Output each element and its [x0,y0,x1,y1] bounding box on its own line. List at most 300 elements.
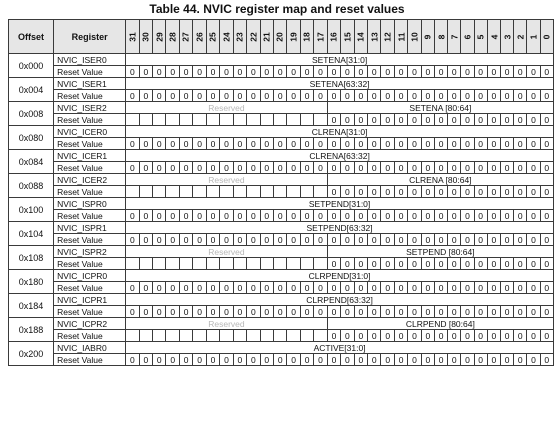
reset-bit: 0 [260,138,273,150]
reset-bit: 0 [434,210,447,222]
bit-header: 19 [287,20,300,54]
reset-bit: 0 [126,162,139,174]
reset-bit: 0 [273,90,286,102]
reset-bit: 0 [421,306,434,318]
register-name: NVIC_ICPR1 [54,294,126,306]
register-rows [9,54,554,366]
reset-bit: 0 [247,66,260,78]
bit-header: 15 [341,20,354,54]
reset-bit: 0 [527,114,540,126]
reset-bit: 0 [448,186,461,198]
reset-bit: 0 [421,66,434,78]
reset-bit: 0 [341,258,354,270]
empty-bit [193,330,206,342]
reset-bit: 0 [434,186,447,198]
reset-bit: 0 [408,162,421,174]
reset-bit: 0 [220,354,233,366]
empty-bit [233,330,246,342]
offset-cell: 0x000 [9,54,54,78]
bit-header: 0 [540,20,553,54]
empty-bit [166,186,179,198]
field-name: SETENA[63:32] [126,78,554,90]
reset-bit: 0 [314,282,327,294]
empty-bit [287,114,300,126]
bit-header: 20 [273,20,286,54]
empty-bit [166,330,179,342]
empty-bit [126,258,139,270]
reset-bit: 0 [474,354,487,366]
reset-bit: 0 [381,282,394,294]
bit-header: 13 [368,20,381,54]
reset-bit: 0 [354,330,367,342]
empty-bit [273,258,286,270]
empty-bit [287,186,300,198]
reset-bit: 0 [354,306,367,318]
reset-bit: 0 [300,354,313,366]
empty-bit [126,186,139,198]
reset-bit: 0 [381,66,394,78]
reset-bit: 0 [368,162,381,174]
reset-bit: 0 [461,186,474,198]
reset-bit: 0 [247,354,260,366]
reset-bit: 0 [341,138,354,150]
bit-header: 14 [354,20,367,54]
reset-bit: 0 [327,210,340,222]
reset-bit: 0 [300,234,313,246]
reset-bit: 0 [381,354,394,366]
reset-bit: 0 [487,90,500,102]
reset-bit: 0 [327,354,340,366]
offset-cell: 0x100 [9,198,54,222]
reset-bit: 0 [193,282,206,294]
reset-bit: 0 [206,66,219,78]
reset-bit: 0 [260,234,273,246]
reset-bit: 0 [126,66,139,78]
reset-bit: 0 [193,138,206,150]
reset-bit: 0 [193,234,206,246]
empty-bit [233,186,246,198]
reset-value-label: Reset Value [54,162,126,174]
reset-bit: 0 [434,330,447,342]
reset-bit: 0 [368,90,381,102]
reset-bit: 0 [474,138,487,150]
reset-row [9,210,554,222]
empty-bit [126,114,139,126]
reset-bit: 0 [500,186,513,198]
register-row [9,126,554,138]
empty-bit [153,330,166,342]
reset-bit: 0 [220,138,233,150]
reset-bit: 0 [153,234,166,246]
reset-bit: 0 [287,234,300,246]
reset-row [9,66,554,78]
reset-bit: 0 [368,210,381,222]
empty-bit [260,186,273,198]
reset-bit: 0 [327,66,340,78]
reset-bit: 0 [354,210,367,222]
reset-bit: 0 [314,90,327,102]
offset-cell: 0x084 [9,150,54,174]
reset-bit: 0 [487,234,500,246]
reset-value-label: Reset Value [54,330,126,342]
bit-header: 23 [233,20,246,54]
reset-bit: 0 [260,90,273,102]
reset-bit: 0 [220,282,233,294]
bit-header: 25 [206,20,219,54]
reserved-field: Reserved [126,246,328,258]
reset-bit: 0 [448,234,461,246]
empty-bit [166,114,179,126]
offset-cell: 0x184 [9,294,54,318]
reset-row [9,330,554,342]
reset-bit: 0 [247,138,260,150]
reset-bit: 0 [434,66,447,78]
bit-header: 3 [500,20,513,54]
reset-bit: 0 [381,114,394,126]
reset-bit: 0 [327,282,340,294]
reset-value-label: Reset Value [54,210,126,222]
reset-bit: 0 [300,282,313,294]
reset-bit: 0 [139,90,152,102]
reset-bit: 0 [314,66,327,78]
register-name: NVIC_ICER1 [54,150,126,162]
header-row [9,20,554,54]
reset-bit: 0 [474,186,487,198]
reset-bit: 0 [474,114,487,126]
register-name: NVIC_ICER2 [54,174,126,186]
reset-bit: 0 [260,282,273,294]
field-name: CLRPEND [80:64] [327,318,553,330]
empty-bit [247,114,260,126]
reset-bit: 0 [434,306,447,318]
reset-bit: 0 [314,138,327,150]
reset-bit: 0 [341,186,354,198]
empty-bit [193,258,206,270]
reset-bit: 0 [500,306,513,318]
reset-bit: 0 [514,354,527,366]
empty-bit [273,114,286,126]
reset-bit: 0 [220,90,233,102]
reset-bit: 0 [139,282,152,294]
reset-bit: 0 [233,210,246,222]
nvic-register-table [8,19,554,366]
bit-header: 21 [260,20,273,54]
field-name: SETENA[31:0] [126,54,554,66]
reset-bit: 0 [500,282,513,294]
reset-bit: 0 [206,354,219,366]
reset-bit: 0 [527,234,540,246]
reset-bit: 0 [527,162,540,174]
reset-bit: 0 [527,258,540,270]
field-name: SETPEND[31:0] [126,198,554,210]
reset-bit: 0 [500,234,513,246]
field-name: SETPEND [80:64] [327,246,553,258]
reset-bit: 0 [247,90,260,102]
table-title: Table 44. NVIC register map and reset values [149,2,405,16]
bit-header: 4 [487,20,500,54]
reset-bit: 0 [461,282,474,294]
reset-bit: 0 [206,234,219,246]
empty-bit [126,330,139,342]
reset-bit: 0 [487,306,500,318]
reserved-field: Reserved [126,318,328,330]
reset-bit: 0 [139,66,152,78]
reset-bit: 0 [287,306,300,318]
reset-bit: 0 [126,234,139,246]
empty-bit [300,114,313,126]
reset-bit: 0 [421,114,434,126]
reset-bit: 0 [166,66,179,78]
reset-bit: 0 [540,354,553,366]
reset-bit: 0 [179,234,192,246]
reset-bit: 0 [487,354,500,366]
reset-bit: 0 [487,138,500,150]
reset-bit: 0 [153,210,166,222]
offset-cell: 0x180 [9,270,54,294]
reserved-field: Reserved [126,174,328,186]
reset-bit: 0 [461,138,474,150]
register-name: NVIC_ISER0 [54,54,126,66]
reset-bit: 0 [273,138,286,150]
reset-bit: 0 [448,138,461,150]
reset-bit: 0 [153,66,166,78]
reset-bit: 0 [448,210,461,222]
reset-bit: 0 [153,306,166,318]
reset-bit: 0 [341,234,354,246]
reset-bit: 0 [193,210,206,222]
register-name: NVIC_ISER2 [54,102,126,114]
reset-bit: 0 [354,354,367,366]
reset-bit: 0 [247,210,260,222]
empty-bit [220,258,233,270]
reset-row [9,306,554,318]
reset-bit: 0 [527,306,540,318]
reset-bit: 0 [461,330,474,342]
reset-value-label: Reset Value [54,258,126,270]
reset-bit: 0 [193,90,206,102]
reset-bit: 0 [500,330,513,342]
reset-bit: 0 [487,186,500,198]
bit-header: 16 [327,20,340,54]
reset-bit: 0 [368,138,381,150]
reset-bit: 0 [273,162,286,174]
reset-bit: 0 [448,258,461,270]
reset-value-label: Reset Value [54,66,126,78]
reset-bit: 0 [233,162,246,174]
bit-header: 24 [220,20,233,54]
register-row [9,270,554,282]
empty-bit [233,114,246,126]
reset-value-label: Reset Value [54,138,126,150]
reset-bit: 0 [341,306,354,318]
reset-value-label: Reset Value [54,186,126,198]
reset-bit: 0 [381,234,394,246]
reset-bit: 0 [179,138,192,150]
bit-header: 22 [247,20,260,54]
reset-bit: 0 [527,90,540,102]
field-name: SETENA [80:64] [327,102,553,114]
reset-bit: 0 [341,114,354,126]
register-row [9,174,554,186]
field-name: ACTIVE[31:0] [126,342,554,354]
reset-bit: 0 [527,330,540,342]
offset-cell: 0x200 [9,342,54,366]
reset-bit: 0 [139,210,152,222]
reset-bit: 0 [220,66,233,78]
reset-bit: 0 [220,210,233,222]
reset-bit: 0 [408,210,421,222]
register-row [9,150,554,162]
empty-bit [287,330,300,342]
register-row [9,78,554,90]
reset-bit: 0 [166,282,179,294]
empty-bit [139,186,152,198]
empty-bit [287,258,300,270]
reset-bit: 0 [354,282,367,294]
reset-bit: 0 [327,306,340,318]
reset-bit: 0 [287,138,300,150]
reset-bit: 0 [179,354,192,366]
reset-bit: 0 [247,234,260,246]
reset-bit: 0 [287,66,300,78]
reset-bit: 0 [233,306,246,318]
reset-bit: 0 [368,258,381,270]
bit-header: 30 [139,20,152,54]
reset-bit: 0 [434,162,447,174]
reset-bit: 0 [434,90,447,102]
reset-bit: 0 [514,306,527,318]
reset-bit: 0 [448,114,461,126]
reset-bit: 0 [341,210,354,222]
reset-bit: 0 [354,186,367,198]
reset-bit: 0 [233,282,246,294]
empty-bit [139,330,152,342]
reset-bit: 0 [461,66,474,78]
reset-bit: 0 [341,330,354,342]
reset-bit: 0 [354,258,367,270]
offset-cell: 0x004 [9,78,54,102]
reset-bit: 0 [206,306,219,318]
reset-bit: 0 [260,210,273,222]
empty-bit [206,330,219,342]
register-name: NVIC_ICPR2 [54,318,126,330]
reset-bit: 0 [540,234,553,246]
reset-bit: 0 [139,306,152,318]
reset-bit: 0 [166,138,179,150]
reset-bit: 0 [474,306,487,318]
reset-bit: 0 [341,90,354,102]
reset-bit: 0 [260,306,273,318]
reset-bit: 0 [500,90,513,102]
field-name: CLRENA[63:32] [126,150,554,162]
reset-bit: 0 [394,306,407,318]
reset-bit: 0 [220,306,233,318]
reset-bit: 0 [394,114,407,126]
reset-bit: 0 [514,258,527,270]
reset-bit: 0 [408,258,421,270]
reset-bit: 0 [461,354,474,366]
reset-bit: 0 [126,282,139,294]
empty-bit [260,330,273,342]
reset-row [9,282,554,294]
reset-bit: 0 [300,210,313,222]
register-name: NVIC_ISPR2 [54,246,126,258]
register-header: Register [54,20,126,54]
reserved-field: Reserved [126,102,328,114]
reset-bit: 0 [527,210,540,222]
reset-bit: 0 [126,210,139,222]
reset-bit: 0 [220,162,233,174]
reset-bit: 0 [381,258,394,270]
reset-bit: 0 [461,162,474,174]
reset-bit: 0 [421,282,434,294]
reset-bit: 0 [448,162,461,174]
reset-bit: 0 [166,354,179,366]
reset-bit: 0 [434,114,447,126]
field-name: SETPEND[63:32] [126,222,554,234]
reset-bit: 0 [394,138,407,150]
reset-bit: 0 [153,162,166,174]
reset-bit: 0 [527,354,540,366]
reset-bit: 0 [139,354,152,366]
reset-bit: 0 [434,282,447,294]
reset-bit: 0 [421,90,434,102]
reset-bit: 0 [540,138,553,150]
reset-bit: 0 [300,66,313,78]
reset-bit: 0 [527,66,540,78]
reset-bit: 0 [540,210,553,222]
reset-row [9,162,554,174]
reset-bit: 0 [193,306,206,318]
reset-bit: 0 [300,138,313,150]
reset-row [9,138,554,150]
empty-bit [314,258,327,270]
reset-bit: 0 [179,66,192,78]
reset-bit: 0 [179,210,192,222]
reset-bit: 0 [327,258,340,270]
register-row [9,222,554,234]
reset-bit: 0 [514,186,527,198]
bit-header: 28 [166,20,179,54]
reset-bit: 0 [287,210,300,222]
reset-bit: 0 [341,66,354,78]
bit-header: 17 [314,20,327,54]
bit-header: 12 [381,20,394,54]
reset-bit: 0 [354,90,367,102]
reset-bit: 0 [368,234,381,246]
reset-bit: 0 [287,90,300,102]
reset-bit: 0 [527,282,540,294]
reset-bit: 0 [368,306,381,318]
reset-bit: 0 [381,138,394,150]
register-name: NVIC_ISER1 [54,78,126,90]
reset-bit: 0 [233,90,246,102]
reset-bit: 0 [514,330,527,342]
reset-bit: 0 [448,282,461,294]
reset-bit: 0 [500,66,513,78]
reset-bit: 0 [327,330,340,342]
reset-bit: 0 [368,354,381,366]
bit-header: 2 [514,20,527,54]
reset-bit: 0 [179,90,192,102]
reset-bit: 0 [394,186,407,198]
field-name: CLRPEND[31:0] [126,270,554,282]
reset-bit: 0 [260,354,273,366]
reset-row [9,354,554,366]
empty-bit [220,330,233,342]
reset-bit: 0 [540,330,553,342]
bit-header: 11 [394,20,407,54]
